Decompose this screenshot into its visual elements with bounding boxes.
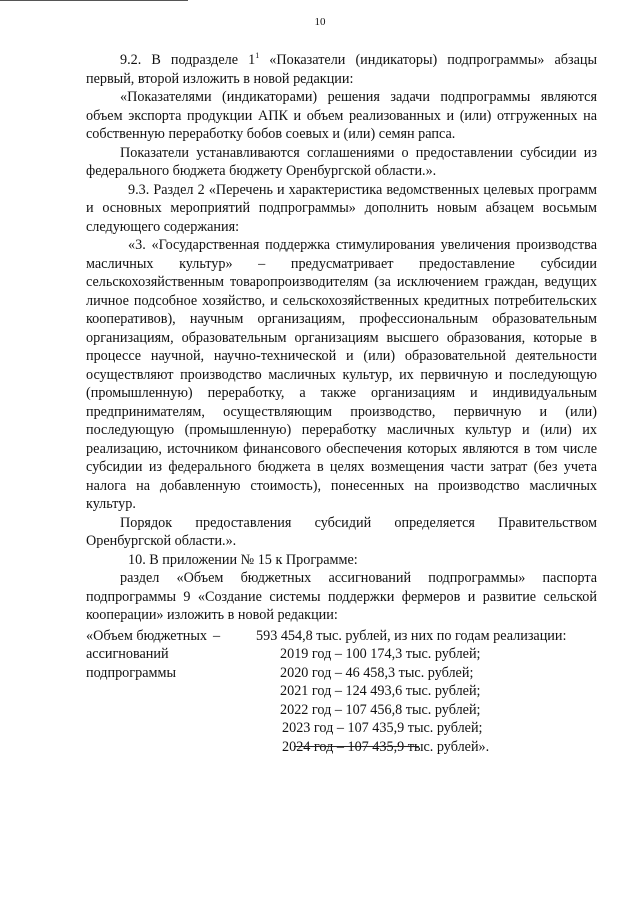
budget-year-row: 2021 год – 124 493,6 тыс. рублей; <box>280 683 481 699</box>
paragraph-indicators: «Показателями (индикаторами) решения задачи подпрограммы являются объем экспорта продукции АПК и объем реализованных и (или) отгруженных на собственную переработку бобов соевых и (или) семян рапса. <box>86 89 597 142</box>
budget-label-line1: «Объем бюджетных <box>86 627 208 644</box>
budget-year-row: 2024 год – 107 435,9 тыс. рублей». <box>282 738 490 755</box>
budget-table <box>86 627 597 757</box>
budget-values <box>256 627 597 757</box>
paragraph-9-3: 9.3. Раздел 2 «Перечень и характеристика ведомственных целевых программ и основных мероприятий подпрограммы» дополнить новым абзацем восьмым следующего содержания: <box>86 181 597 235</box>
budget-dash: – <box>213 627 221 644</box>
paragraph-9-2-rest: «Показатели (индикаторы) подпрограммы» абзацы первый, второй изложить в новой редакции: <box>86 52 597 87</box>
page-number: 10 <box>314 16 326 28</box>
budget-year-row: 2020 год – 46 458,3 тыс. рублей; <box>280 664 474 681</box>
paragraph-oilseed-support: «3. «Государственная поддержка стимулирования увеличения производства масличных культур» – предусматривает предоставление субсидии сельскохозяйственным товаропроизводителям (за исключением граждан, ведущих личное подсобное хозяйство, и сельскохозяйственных кредитных потребительских кооперативов), научным организациям, профессиональным образовательным организациям, образовательным организациям высшего образования, которые в процессе научной, научно-технической и (или) образовательной деятельности осуществляют производство масличных культур, их первичную и последующую (промышленную) переработку, а также организациям и индивидуальным предпринимателям, осуществляющим производство, первичную и (или) последующую (промышленную) переработку масличных культур и (или) их реализацию, источником финансового обеспечения которых являются в том числе субсидии из федерального бюджета в целях возмещения части затрат (без учета налога на добавленную стоимость), понесенных на производство масличных культур. <box>86 237 597 512</box>
budget-label-line2: ассигнований <box>86 646 169 662</box>
paragraph-agreements: Показатели устанавливаются соглашениями о предоставлении субсидии из федерального бюджета бюджету Оренбургской области.». <box>86 144 597 179</box>
budget-total: 593 454,8 тыс. рублей, из них по годам реализации: <box>256 627 567 644</box>
paragraph-10: 10. В приложении № 15 к Программе: <box>128 551 358 568</box>
document-body <box>86 51 597 756</box>
budget-label <box>86 627 256 757</box>
budget-year-row: 2022 год – 107 456,8 тыс. рублей; <box>280 701 481 718</box>
paragraph-9-2 <box>86 51 597 88</box>
paragraph-9-2-start: 9.2. В подразделе 1 <box>120 52 256 68</box>
budget-year-row: 2019 год – 100 174,3 тыс. рублей; <box>280 646 481 662</box>
budget-label-line3: подпрограммы <box>86 664 176 681</box>
budget-year-row: 2023 год – 107 435,9 тыс. рублей; <box>282 720 483 736</box>
scan-edge-line <box>0 0 188 1</box>
paragraph-procedure: Порядок предоставления субсидий определяется Правительством Оренбургской области.». <box>86 514 597 549</box>
superscript: 1 <box>255 51 260 60</box>
end-divider <box>294 746 419 747</box>
paragraph-section-replace: раздел «Объем бюджетных ассигнований подпрограммы» паспорта подпрограммы 9 «Создание системы поддержки фермеров и развитие сельской кооперации» изложить в новой редакции: <box>86 570 597 623</box>
